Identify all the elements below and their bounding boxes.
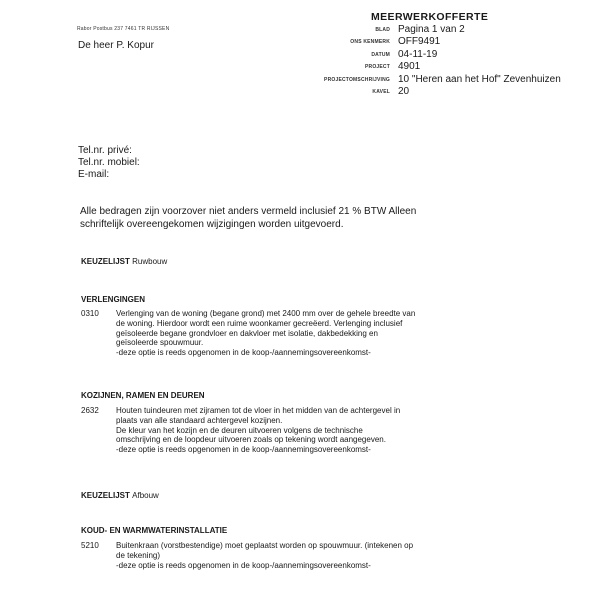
meta-row-project [300, 61, 590, 73]
meta-value: Pagina 1 van 2 [398, 24, 465, 35]
meta-value: OFF9491 [398, 36, 441, 48]
phone-home-label: Tel.nr. privé: [78, 145, 132, 156]
option-code: 2632 [81, 406, 99, 415]
meta-label: KAVEL [372, 88, 390, 95]
meta-row-reference [300, 36, 590, 48]
option-description [116, 406, 400, 455]
option-description [116, 541, 413, 570]
option-line: Verlenging van de woning (begane grond) met 2400 mm over de gehele breedte van [116, 309, 416, 318]
document-meta [300, 24, 590, 98]
document-title: MEERWERKOFFERTE [371, 11, 489, 23]
option-code: 0310 [81, 309, 99, 318]
meta-label: BLAD [375, 27, 390, 33]
option-line: De kleur van het kozijn en de deuren uitvoeren volgens de technische [116, 425, 363, 435]
meta-row-date [300, 49, 590, 61]
list-heading-title: KEUZELIJST [81, 491, 130, 500]
option-line: plaats van alle standaard achtergevel kozijnen. [116, 415, 283, 425]
option-line: geïsoleerde begane grondvloer en dakvloer met isolatie, dakbedekking en [116, 328, 378, 338]
list-heading-afbouw [81, 491, 159, 500]
option-line: Buitenkraan (vorstbestendige) moet geplaatst worden op spouwmuur. (intekenen op [116, 541, 414, 550]
meta-value: 4901 [398, 61, 421, 73]
email-label: E-mail: [78, 169, 110, 180]
meta-label: DATUM [371, 51, 390, 58]
addressee-name: De heer P. Kopur [78, 40, 154, 51]
option-line: de tekening) [116, 550, 161, 560]
vat-notice [80, 206, 540, 231]
list-heading-suffix: Ruwbouw [132, 257, 168, 266]
meta-value: 04-11-19 [398, 48, 438, 60]
contact-block [78, 145, 140, 181]
meta-value: 10 "Heren aan het Hof" Zevenhuizen [398, 73, 561, 85]
list-heading-title: KEUZELIJST [81, 257, 130, 266]
section-heading-extensions: VERLENGINGEN [81, 295, 146, 304]
list-heading-suffix: Afbouw [132, 491, 159, 500]
option-line: -deze optie is reeds opgenomen in de koop-/aannemingsovereenkomst- [116, 348, 371, 358]
meta-label: ONS KENMERK [350, 39, 390, 46]
phone-mobile-label: Tel.nr. mobiel: [78, 157, 140, 168]
section-heading-frames: KOZIJNEN, RAMEN EN DEUREN [81, 391, 205, 400]
meta-row-lot [300, 86, 590, 98]
sender-address: Rabor Postbus 237 7461 TR RIJSSEN [77, 26, 170, 32]
option-line: omschrijving en de loopdeur uitvoeren zoals op tekening wordt aangegeven. [116, 435, 386, 445]
option-description [116, 309, 415, 358]
option-line: -deze optie is reeds opgenomen in de koop-/aannemingsovereenkomst- [116, 445, 371, 455]
option-line: -deze optie is reeds opgenomen in de koop-/aannemingsovereenkomst- [116, 560, 371, 570]
meta-value: 20 [398, 85, 410, 97]
option-line: de woning. Hierdoor wordt een ruime woonkamer gecreëerd. Verlenging inclusief [116, 318, 403, 328]
option-code: 5210 [81, 541, 99, 550]
option-line: Houten tuindeuren met zijramen tot de vloer in het midden van de achtergevel in [116, 406, 401, 415]
meta-label: PROJECTOMSCHRIJVING [324, 76, 390, 83]
notice-line: Alle bedragen zijn voorzover niet anders vermeld inclusief 21 % BTW Alleen [80, 206, 417, 217]
meta-row-project-description [300, 74, 590, 86]
meta-label: PROJECT [364, 64, 390, 71]
meta-row-page [300, 24, 590, 36]
option-line: geïsoleerde spouwmuur. [116, 338, 204, 348]
section-heading-water-installation: KOUD- EN WARMWATERINSTALLATIE [81, 526, 228, 535]
list-heading-ruwbouw [81, 257, 167, 266]
notice-line: schriftelijk overeengekomen wijzigingen worden uitgevoerd. [80, 218, 344, 230]
